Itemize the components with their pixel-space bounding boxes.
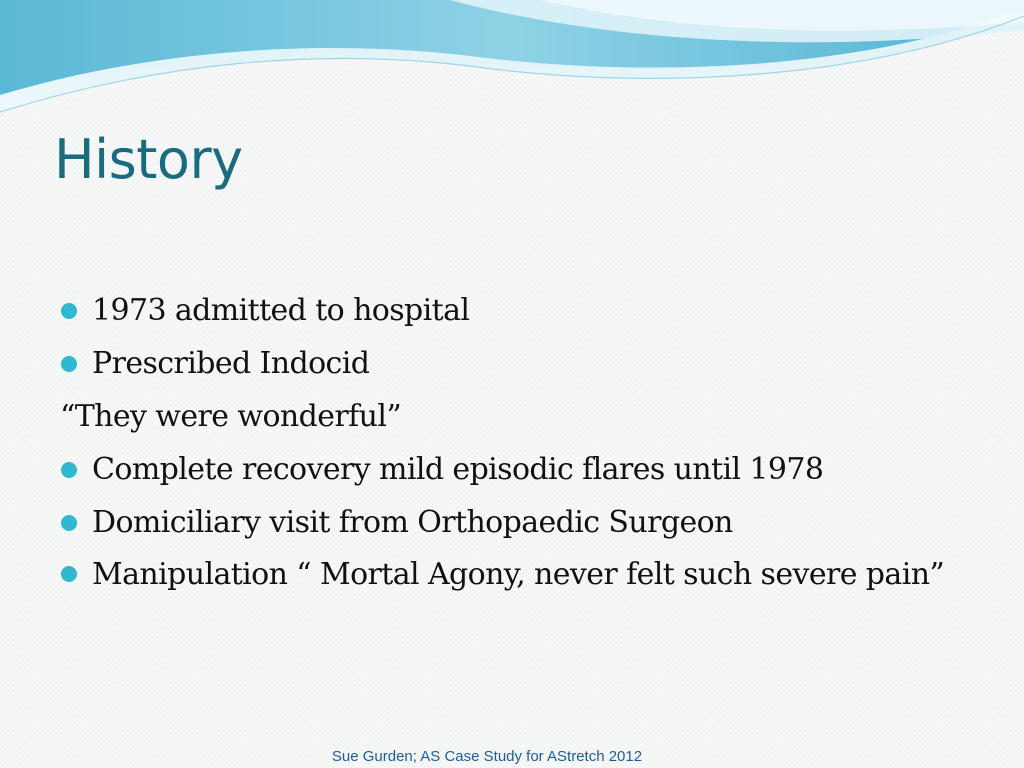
bullet-item bbox=[60, 443, 960, 496]
bullet-item bbox=[60, 549, 952, 597]
bullet-item bbox=[60, 496, 960, 549]
bullet-text: Manipulation “ Mortal Agony, never felt such severe pain” bbox=[92, 557, 945, 592]
bullet-dot-icon bbox=[61, 566, 77, 582]
quote-line bbox=[60, 390, 960, 443]
header-wave-decoration bbox=[0, 0, 1024, 130]
slide-footer: Sue Gurden; AS Case Study for AStretch 2012 bbox=[331, 748, 643, 765]
quote-text: “They were wonderful” bbox=[60, 399, 402, 434]
bullet-dot-icon bbox=[61, 356, 77, 372]
bullet-item bbox=[60, 337, 960, 390]
slide-content bbox=[60, 284, 960, 597]
slide-title: History bbox=[54, 128, 243, 191]
bullet-item bbox=[60, 284, 960, 337]
bullet-dot-icon bbox=[61, 462, 77, 478]
bullet-dot-icon bbox=[61, 303, 77, 319]
bullet-text: Prescribed Indocid bbox=[92, 346, 370, 381]
bullet-text: 1973 admitted to hospital bbox=[92, 293, 470, 328]
bullet-text: Domiciliary visit from Orthopaedic Surgeon bbox=[92, 505, 733, 540]
bullet-text: Complete recovery mild episodic flares until 1978 bbox=[92, 452, 824, 487]
bullet-dot-icon bbox=[61, 515, 77, 531]
